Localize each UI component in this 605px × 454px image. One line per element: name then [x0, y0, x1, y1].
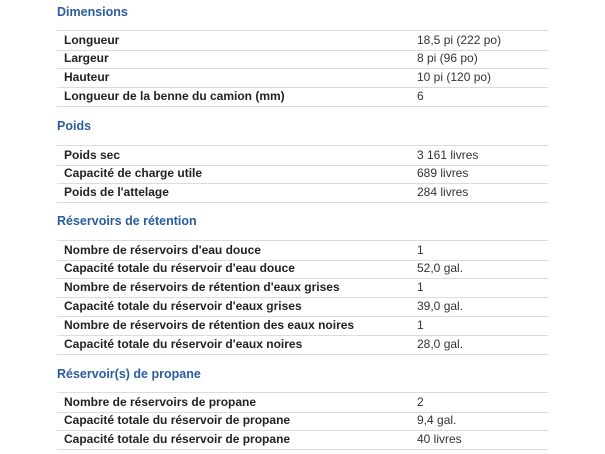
row-label: Poids de l'attelage	[64, 185, 169, 199]
row-value: 10 pi (120 po)	[417, 70, 492, 84]
row-label: Nombre de réservoirs de rétention d'eaux grises	[64, 280, 340, 294]
row-value: 1	[417, 280, 424, 294]
table-row	[57, 145, 548, 166]
table-row	[57, 183, 548, 203]
table-row	[57, 164, 548, 184]
row-value: 8 pi (96 po)	[417, 51, 478, 65]
row-value: 284 livres	[417, 185, 469, 199]
table-row	[57, 49, 548, 69]
row-value: 52,0 gal.	[417, 261, 464, 275]
table-row	[57, 335, 548, 355]
row-value: 9,4 gal.	[417, 413, 457, 427]
table-row	[57, 240, 548, 261]
row-value: 1	[417, 318, 424, 332]
table-row	[57, 297, 548, 317]
section-title-reservoirs: Réservoirs de rétention	[57, 214, 197, 228]
row-label: Capacité de charge utile	[64, 166, 203, 180]
row-label: Longueur de la benne du camion (mm)	[64, 89, 285, 103]
row-label: Nombre de réservoirs de rétention des eaux noires	[64, 318, 355, 332]
row-label: Nombre de réservoirs de propane	[64, 395, 257, 409]
row-label: Capacité totale du réservoir de propane	[64, 413, 291, 427]
table-row	[57, 68, 548, 88]
table-row	[57, 316, 548, 336]
row-label: Largeur	[64, 51, 109, 65]
row-label: Capacité totale du réservoir de propane	[64, 432, 291, 446]
table-row	[57, 30, 548, 51]
row-value: 1	[417, 243, 424, 257]
row-value: 40 livres	[417, 432, 462, 446]
table-row	[57, 411, 548, 431]
section-title-propane: Réservoir(s) de propane	[57, 367, 201, 381]
row-value: 2	[417, 395, 424, 409]
section-title-poids: Poids	[57, 119, 92, 133]
row-label: Poids sec	[64, 148, 121, 162]
row-label: Capacité totale du réservoir d'eaux noires	[64, 337, 303, 351]
row-label: Longueur	[64, 33, 120, 47]
row-value: 3 161 livres	[417, 148, 479, 162]
row-label: Hauteur	[64, 70, 110, 84]
table-row	[57, 87, 548, 107]
row-value: 28,0 gal.	[417, 337, 464, 351]
section-title-dimensions: Dimensions	[57, 5, 128, 19]
row-value: 18,5 pi (222 po)	[417, 33, 502, 47]
row-value: 689 livres	[417, 166, 469, 180]
row-label: Capacité totale du réservoir d'eau douce	[64, 261, 295, 275]
table-row	[57, 259, 548, 279]
row-value: 39,0 gal.	[417, 299, 464, 313]
row-value: 6	[417, 89, 424, 103]
table-row	[57, 278, 548, 298]
table-row	[57, 392, 548, 413]
table-row	[57, 430, 548, 450]
row-label: Nombre de réservoirs d'eau douce	[64, 243, 261, 257]
row-label: Capacité totale du réservoir d'eaux grises	[64, 299, 302, 313]
